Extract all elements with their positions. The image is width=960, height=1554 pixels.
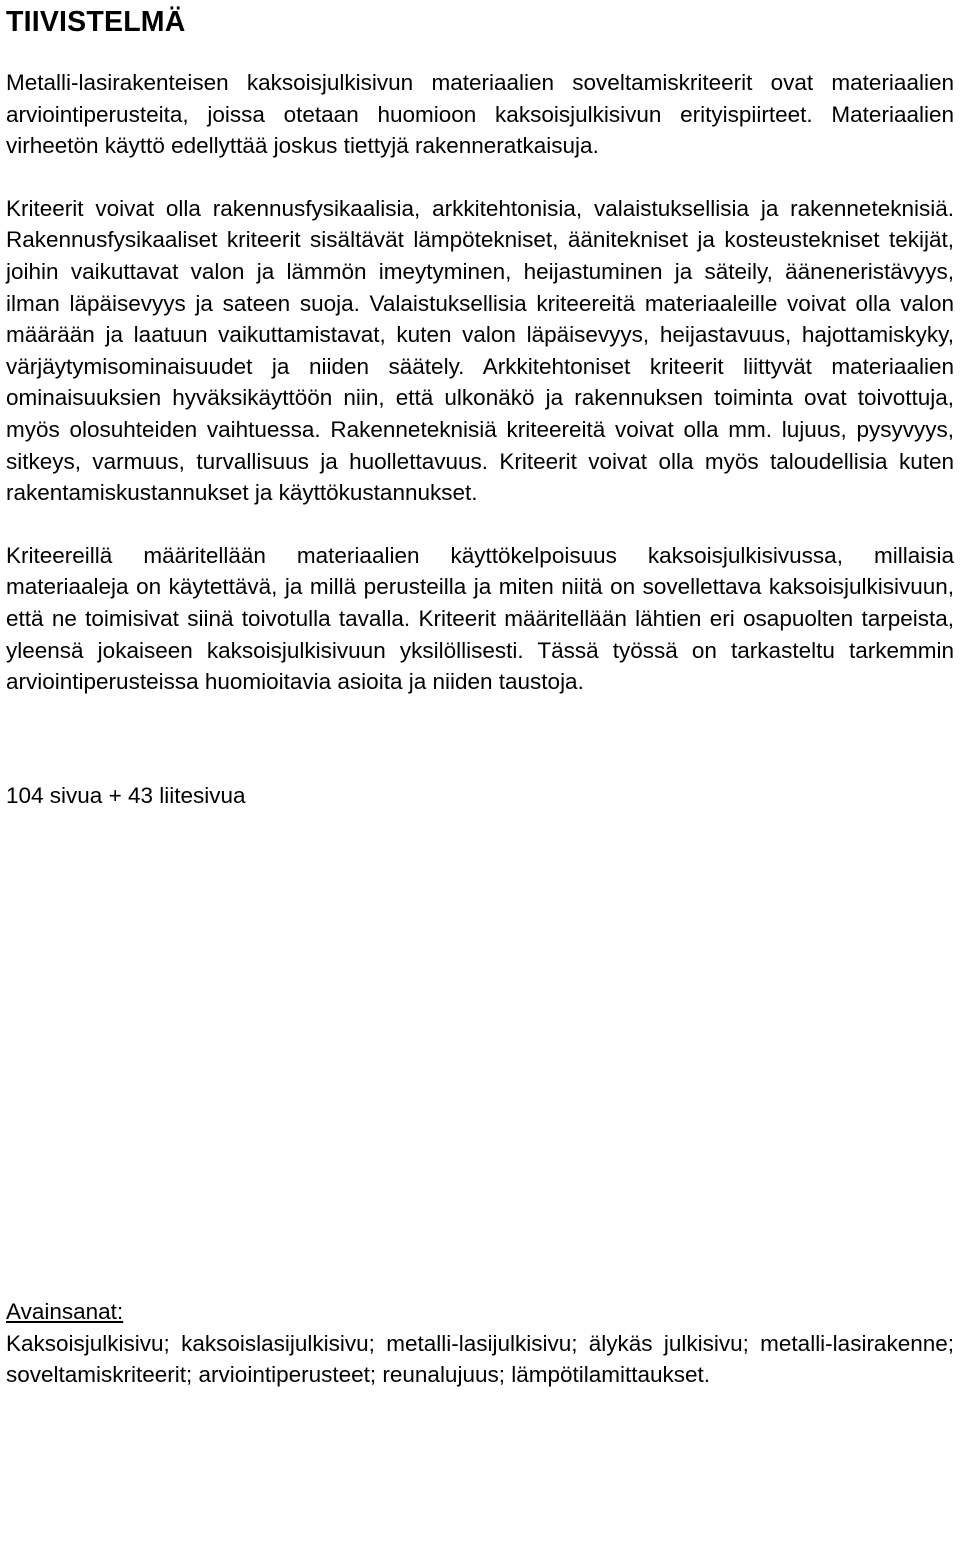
page-title: TIIVISTELMÄ [6,6,186,38]
keywords-list: Kaksoisjulkisivu; kaksoislasijulkisivu; metalli-lasijulkisivu; älykäs julkisivu; metalli-lasirakenne; soveltamiskriteerit; arviointiperusteet; reunalujuus; lämpötilamittaukset. [6,1330,954,1388]
abstract-paragraph-2: Kriteerit voivat olla rakennusfysikaalisia, arkkitehtonisia, valaistuksellisia ja rakenneteknisiä. Rakennusfysikaaliset kriteerit sisältävät lämpötekniset, äänitekniset ja kosteustekniset tekijät, joihin vaikuttavat valon ja lämmön imeytyminen, heijastuminen ja säteily, ääneneristävyys, ilman läpäisevyys ja sateen suoja. Valaistuksellisia kriteereitä materiaaleille voivat olla valon määrään ja laatuun vaikuttamistavat, kuten valon läpäisevyys, heijastavuus, hajottamiskyky, värjäytymisominaisuudet ja niiden säätely. Arkkitehtoniset kriteerit liittyvät materiaalien ominaisuuksien hyväksikäyttöön niin, että ulkonäkö ja rakennuksen toiminta ovat toivottuja, myös olosuhteiden vaihtuessa. Rakenneteknisiä kriteereitä voivat olla mm. lujuus, pysyvyys, sitkeys, varmuus, turvallisuus ja huollettavuus. Kriteerit voivat olla myös taloudellisia kuten rakentamiskustannukset ja käyttökustannukset. [6,195,954,506]
abstract-paragraph-3: Kriteereillä määritellään materiaalien käyttökelpoisuus kaksoisjulkisivussa, millaisia materiaaleja on käytettävä, ja millä perusteilla ja miten niitä on sovellettava kaksoisjulkisivuun, että ne toimisivat siinä toivotulla tavalla. Kriteerit määritellään lähtien eri osapuolten tarpeista, yleensä jokaiseen kaksoisjulkisivuun yksilöllisesti. Tässä työssä on tarkasteltu tarkemmin arviointiperusteissa huomioitavia asioita ja niiden taustoja. [6,542,954,695]
page-count: 104 sivua + 43 liitesivua [6,782,246,808]
document-page [6,0,954,1391]
abstract-paragraph-1: Metalli-lasirakenteisen kaksoisjulkisivun materiaalien soveltamiskriteerit ovat materiaalien arviointiperusteita, joissa otetaan huomioon kaksoisjulkisivun erityispiirteet. Materiaalien virheetön käyttö edellyttää joskus tiettyjä rakenneratkaisuja. [6,70,954,159]
keywords-label: Avainsanat: [6,1299,124,1325]
